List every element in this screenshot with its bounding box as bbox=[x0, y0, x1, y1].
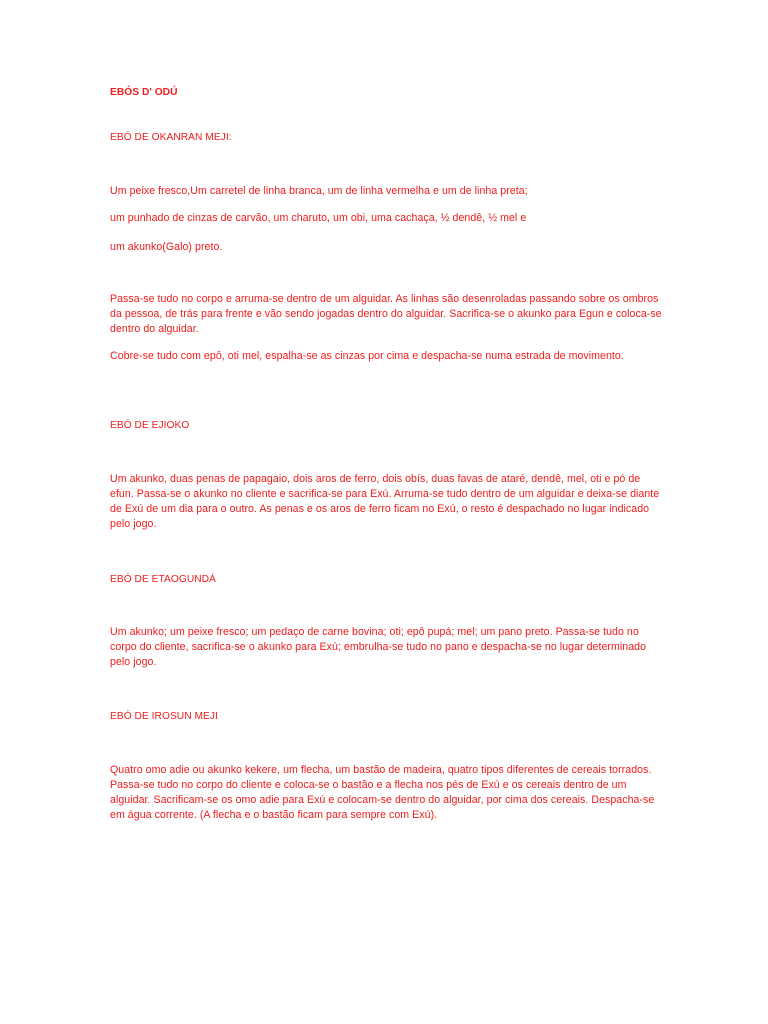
section-heading-ejioko: EBÓ DE EJIOKO bbox=[110, 420, 190, 431]
section-heading-etaogunda: EBÓ DE ETAOGUNDÁ bbox=[110, 574, 216, 585]
okanran-meji-paragraph-5: Cobre-se tudo com epô, oti mel, espalha-se as cinzas por cima e despacha-se numa estrada de movimento. bbox=[110, 350, 624, 362]
okanran-meji-line-1: Um peixe fresco,Um carretel de linha branca, um de linha vermelha e um de linha preta; bbox=[110, 185, 528, 197]
okanran-meji-paragraph-4: Passa-se tudo no corpo e arruma-se dentro de um alguidar. As linhas são desenroladas passando sobre os ombros da pessoa, de trás para frente e vão sendo jogadas dentro do alguidar. Sacrifica-se o akunko para Egun e coloca-se dentro do alguidar. bbox=[110, 293, 662, 335]
document-title: EBÓS D' ODÚ bbox=[110, 87, 178, 98]
okanran-meji-line-3: um akunko(Galo) preto. bbox=[110, 241, 223, 253]
okanran-meji-line-2: um punhado de cinzas de carvão, um charuto, um obi, uma cachaça, ½ dendê, ½ mel e bbox=[110, 212, 527, 224]
etaogunda-paragraph: Um akunko; um peixe fresco; um pedaço de carne bovina; oti; epô pupá; mel; um pano preto. Passa-se tudo no corpo do cliente, sacrifica-se o akunko para Exú; embrulha-se tudo no pano e despacha-se no lugar determinado pelo jogo. bbox=[110, 626, 647, 668]
section-heading-irosun-meji: EBÓ DE IROSUN MEJI bbox=[110, 711, 218, 722]
section-heading-okanran-meji: EBÓ DE OKANRAN MEJI: bbox=[110, 132, 232, 143]
ejioko-paragraph: Um akunko, duas penas de papagaio, dois aros de ferro, dois obís, duas favas de ataré, dendê, mel, oti e pó de efun. Passa-se o akunko no cliente e sacrifica-se para Exú. Arruma-se tudo dentro de um alguidar e deixa-se diante de Exú de um dia para o outro. As penas e os aros de ferro ficam no Exú, o resto é despachado no lugar indicado pelo jogo. bbox=[110, 473, 660, 530]
irosun-meji-paragraph: Quatro omo adie ou akunko kekere, um flecha, um bastão de madeira, quatro tipos diferentes de cereais torrados. Passa-se tudo no corpo do cliente e coloca-se o bastão e a flecha nos pés de Exú e os cereais dentro de um alguidar. Sacrificam-se os omo adie para Exú e colocam-se dentro do alguidar, por cima dos cereais. Despacha-se em água corrente. (A flecha e o bastão ficam para sempre com Exú). bbox=[110, 764, 655, 821]
